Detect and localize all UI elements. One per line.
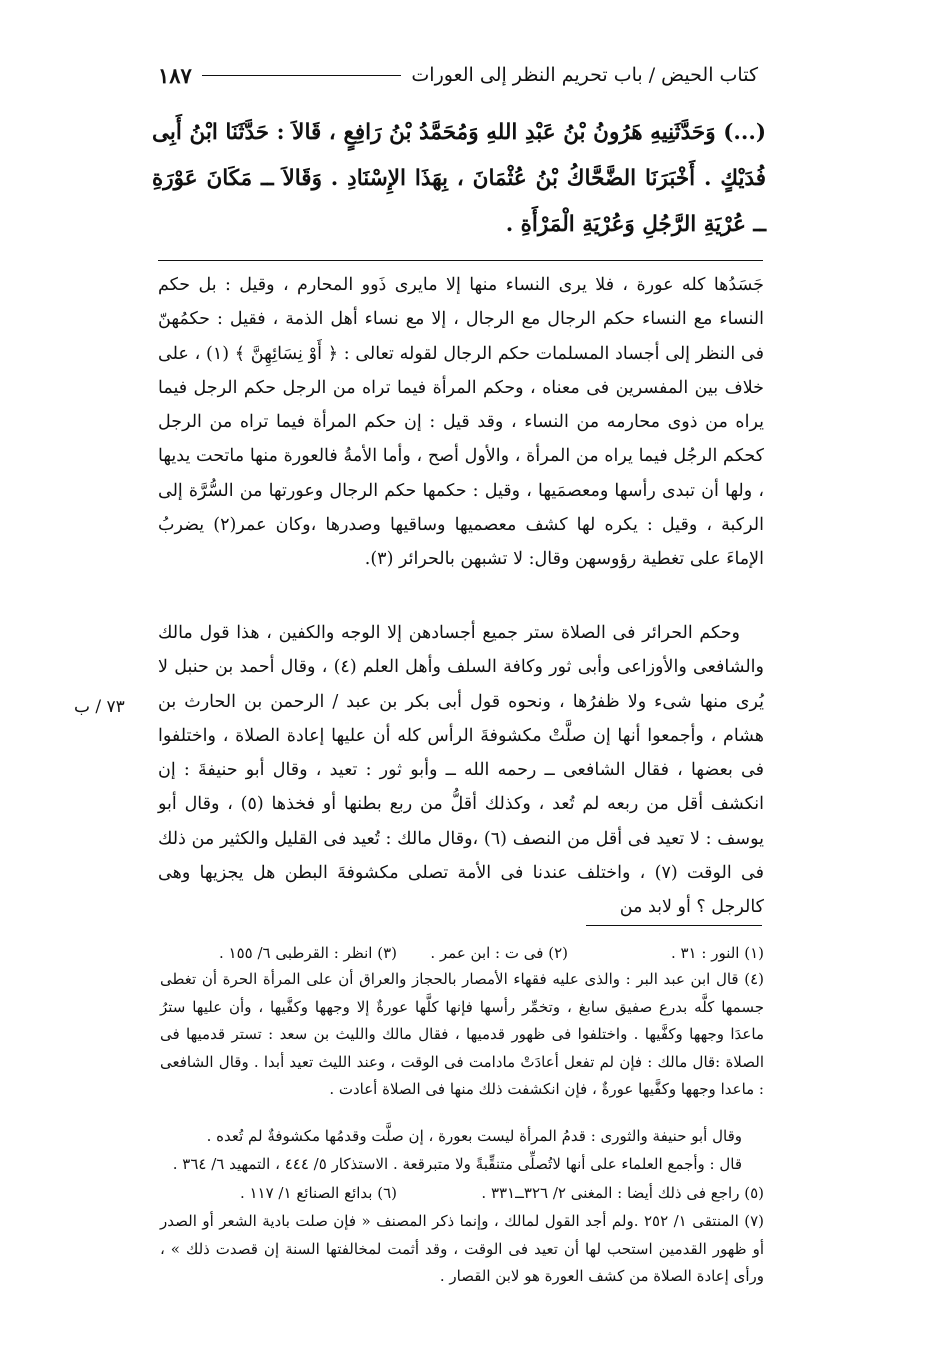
commentary-paragraph-2: وحكم الحرائر فى الصلاة ستر جميع أجسادهن إلا الوجه والكفين ، هذا قول مالك والشافعى والأوزاعى وأبى ثور وكافة السلف وأهل العلم (٤) ، وقال أحمد بن حنبل لا يُرى منها شىء ولا ظفرُها ، ونحوه قول أبى بكر بن عبد / الرحمن بن الحارث بن هشام ، وأجمعوا أنها إن صلَّتْ مكشوفةَ الرأس كله أن عليها إعادة الصلاة ، واختلفوا فى بعضها ، فقال الشافعى ــ رحمه الله ــ وأبو ثور : تعيد ، وقال أبو حنيفةَ : إن انكشف أقل من ربعه لم تُعد ، وكذلك أقلُّ من ربع بطنها أو فخذها (٥) ، وقال أبو يوسف : لا تعيد فى أقل من النصف (٦) ،وقال مالك : تُعيد فى القليل والكثير من ذلك فى الوقت (٧) ، واختلف عندنا فى الأمة تصلى مكشوفةَ البطن هل يجزيها وهى كالرجل ؟ أو لابد من <box>158 623 764 918</box>
chapter-title: كتاب الحيض / باب تحريم النظر إلى العورات <box>411 64 758 86</box>
footnote-7: (٧) المنتقى ١/ ٢٥٢ .ولم أجد القول لمالك ، وإنما ذكر المصنف « فإن صلت بادية الشعر أو الصدر أو ظهور القدمين استحب لها أن تعيد فى الوقت ، وقد أثمت لمخالفتها السنة إن قصدت ذلك » ، ورأى إعادة الصلاة من كشف العورة هو لابن القصار . <box>160 1212 764 1285</box>
footnote-row-2 <box>160 1184 764 1208</box>
footnote-4-continuation-2: قال : وأجمع العلماء على أنها لاتُصلِّى متنقِّبةً ولا متبرقعة . الاستذكار ٥/ ٤٤٤ ، التمهيد ٦/ ٣٦٤ . <box>172 1155 742 1173</box>
footnote-3: (٣) انظر : القرطبى ٦/ ١٥٥ . <box>218 944 397 962</box>
footnote-row-1 <box>160 944 764 968</box>
header-rule <box>202 75 402 76</box>
footnote-5: (٥) راجع فى ذلك أيضا : المغنى ٢/ ٣٢٦ــ٣٣١ . <box>481 1184 764 1202</box>
footnote-4-continuation-1: وقال أبو حنيفة والثورى : قدمُ المرأة ليست بعورة ، إن صلَّت وقدمُها مكشوفةٌ لم تُعده . <box>206 1127 742 1145</box>
footnote-4: (٤) قال ابن عبد البر : والذى عليه فقهاء الأمصار بالحجاز والعراق أن على المرأة الحرة أن تغطى جسمها كلَّه بدرع صفيق سابغ ، وتخمِّر رأسها فإنها كلَّها عورةٌ إلا وجهها وكفَّيها ، وأن عليها سترُ ماعدَا وجهها وكفَّيها . واختلفوا فى ظهور قدميها ، فقال مالك والليث بن سعد : تستر قدميها فى الصلاة :قال مالك : فإن لم تفعل أعادَتْ مادامت فى الوقت ، وعند الليث تعيد أبدا . وقال الشافعى : ماعدا وجهها وكفَّيها عورةٌ ، فإن انكشفت ذلك منها فى الصلاة أعادت . <box>160 970 764 1098</box>
hadith-text: (...) وَحَدَّثَنِيهِ هَرُونُ بْنُ عَبْدِ اللهِ وَمُحَمَّدُ بْنُ رَافِعٍ ، قَالاَ : حَدَّثَنَا ابْنُ أَبِى فُدَيْكٍ . أَخْبَرَنَا الضَّحَّاكُ بْنُ عُثْمَانَ ، بِهَذَا الإِسْنَادِ . وَقَالاَ ــ مَكَانَ عَوْرَةِ ــ عُرْيَةِ الرَّجُلِ وَعُرْيَةِ الْمَرْأَةِ . <box>152 120 766 237</box>
running-header <box>158 58 758 92</box>
footnote-separator <box>586 925 762 926</box>
manuscript-folio-note: ٧٣ / ب <box>74 697 125 717</box>
commentary-paragraph-1: جَسَدُها كله عورة ، فلا يرى النساء منها إلا مايرى ذَوو المحارم ، وقيل : بل حكم النساء مع النساء حكم الرجال مع الرجال ، إلا مع نساء أهل الذمة ، فقيل : حكمُهنّ فى النظر إلى أجساد المسلمات حكم الرجال لقوله تعالى : ﴿ أَوْ نِسَائِهِنَّ ﴾ (١) ، على خلاف بين المفسرين فى معناه ، وحكم المرأة فيما تراه من الرجل حكم الرجل فيما يراه من ذوى محارمه من النساء ، وقد قيل : إن حكم المرأة فيما تراه من الرجل كحكم الرجُل فيما يراه من المرأة ، والأول أصح ، وأما الأمةُ فالعورة منها ماتحت يديها ، ولها أن تبدى رأسها ومعصمَيها ، وقيل : حكمها حكم الرجال وعورتها من السُّرَّة إلى الركبة ، وقيل : يكره لها كشف معصميها وساقيها وصدرها ،وكان عمر(٢) يضربُ الإماءَ على تغطية رؤوسهن وقال: لا تشبهن بالحرائر (٣). <box>158 275 764 570</box>
footnote-2: (٢) فى ت : ابن عمر . <box>430 944 568 962</box>
page-number: ١٨٧ <box>158 62 192 88</box>
footnote-6: (٦) بدائع الصنائع ١/ ١١٧ . <box>239 1184 397 1202</box>
footnote-1: (١) النور : ٣١ . <box>670 944 764 962</box>
hadith-separator <box>158 260 763 261</box>
